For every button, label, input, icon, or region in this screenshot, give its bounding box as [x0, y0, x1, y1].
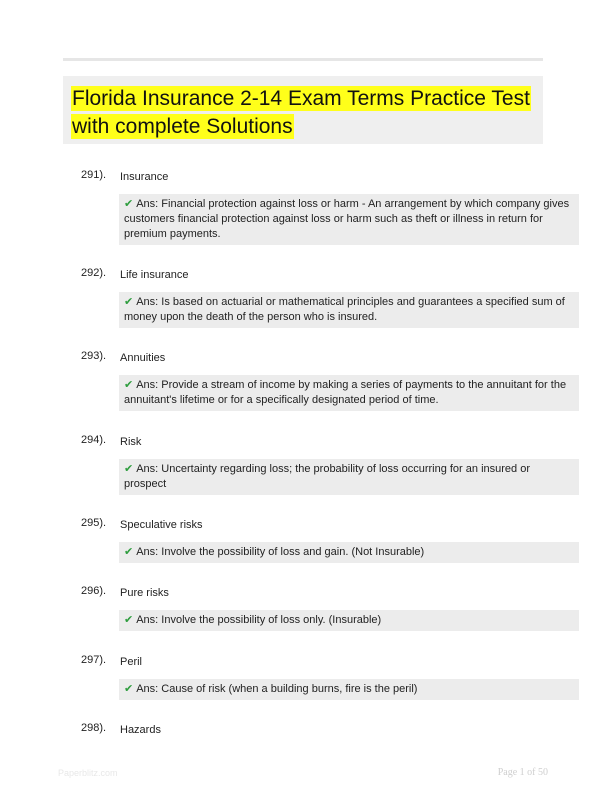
question-term: Pure risks — [120, 587, 169, 599]
answer-prefix: Ans: — [136, 614, 159, 626]
check-icon: ✔ — [124, 296, 134, 308]
question-number: 291). — [81, 169, 107, 181]
question-term: Life insurance — [120, 269, 189, 281]
question-term: Annuities — [120, 352, 166, 364]
footer-site: Paperblitz.com — [58, 768, 118, 778]
question-number: 298). — [81, 722, 107, 734]
answer-box — [119, 542, 579, 563]
question-term: Speculative risks — [120, 519, 203, 531]
answer-box — [119, 610, 579, 631]
question-term: Risk — [120, 436, 142, 448]
answer-prefix: Ans: — [136, 463, 159, 475]
answer-text: Involve the possibility of loss and gain. (Not Insurable) — [161, 546, 425, 558]
answer-box — [119, 375, 579, 411]
answer-text: Provide a stream of income by making a series of payments to the annuitant for the annuitant's lifetime or for a specifically designated period of time. — [124, 379, 567, 406]
answer-box — [119, 194, 579, 245]
answer-prefix: Ans: — [136, 546, 159, 558]
check-icon: ✔ — [124, 463, 134, 475]
question-number: 295). — [81, 517, 107, 529]
answer-box — [119, 292, 579, 328]
top-rule — [63, 58, 543, 61]
page-title: Florida Insurance 2-14 Exam Terms Practice Test with complete Solutions — [72, 87, 530, 138]
answer-prefix: Ans: — [136, 683, 159, 695]
question-term: Peril — [120, 656, 143, 668]
answer-text: Uncertainty regarding loss; the probability of loss occurring for an insured or prospect — [124, 463, 530, 490]
question-term: Hazards — [120, 724, 161, 736]
answer-prefix: Ans: — [136, 198, 159, 210]
check-icon: ✔ — [124, 683, 134, 695]
question-number: 292). — [81, 267, 107, 279]
title-box — [63, 76, 543, 144]
footer-page-number: Page 1 of 50 — [497, 767, 548, 778]
answer-box — [119, 679, 579, 700]
answer-text: Financial protection against loss or harm - An arrangement by which company gives customers financial protection against loss or harm such as theft or illness in return for premium payments. — [124, 198, 570, 240]
question-number: 294). — [81, 434, 107, 446]
check-icon: ✔ — [124, 614, 134, 626]
check-icon: ✔ — [124, 379, 134, 391]
answer-prefix: Ans: — [136, 296, 159, 308]
answer-text: Involve the possibility of loss only. (Insurable) — [161, 614, 382, 626]
answer-text: Cause of risk (when a building burns, fire is the peril) — [161, 683, 418, 695]
answer-prefix: Ans: — [136, 379, 159, 391]
answer-box — [119, 459, 579, 495]
check-icon: ✔ — [124, 198, 134, 210]
question-number: 293). — [81, 350, 107, 362]
question-number: 296). — [81, 585, 107, 597]
check-icon: ✔ — [124, 546, 134, 558]
answer-text: Is based on actuarial or mathematical principles and guarantees a specified sum of money upon the death of the person who is insured. — [124, 296, 565, 323]
question-term: Insurance — [120, 171, 169, 183]
question-number: 297). — [81, 654, 107, 666]
